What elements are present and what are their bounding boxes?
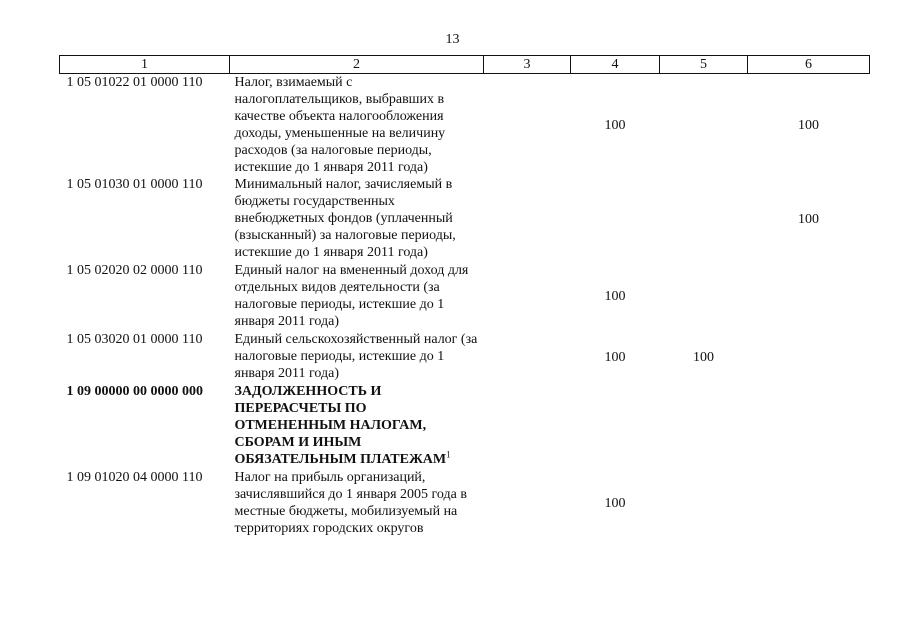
table-row xyxy=(60,331,870,383)
row-value-col6: 100 xyxy=(798,117,819,133)
row-value-col6 xyxy=(748,331,870,383)
page-number: 13 xyxy=(445,32,460,47)
row-code: 1 05 01022 01 0000 110 xyxy=(66,75,203,90)
row-value-col3 xyxy=(484,176,571,262)
column-header-3: 3 xyxy=(484,56,571,74)
table-row xyxy=(60,262,870,331)
table-row xyxy=(60,176,870,262)
row-value-col4: 100 xyxy=(604,289,626,304)
row-value-col5 xyxy=(660,383,748,469)
row-value-col5 xyxy=(660,262,748,331)
row-value-col4 xyxy=(571,383,660,469)
row-value-col3 xyxy=(484,74,571,177)
row-name: Единый сельскохозяйственный налог (за налоговые периоды, истекшие до 1 января 2011 года) xyxy=(234,332,478,381)
row-name: Минимальный налог, зачисляемый в бюджеты государственных внебюджетных фондов (уплаченный (взысканный) за налоговые периоды, истекшие до 1 января 2011 года) xyxy=(234,177,456,260)
row-value-col6 xyxy=(748,383,870,469)
row-value-col4: 100 xyxy=(604,349,626,365)
row-value-col5 xyxy=(660,469,748,538)
row-value-col6: 100 xyxy=(798,211,819,227)
row-name xyxy=(230,383,484,469)
row-code: 1 05 02020 02 0000 110 xyxy=(66,263,203,278)
row-name: Единый налог на вмененный доход для отдельных видов деятельности (за налоговые периоды, истекшие до 1 января 2011 года) xyxy=(234,263,469,329)
row-value-col6 xyxy=(748,469,870,538)
table-row xyxy=(60,74,870,177)
table-row xyxy=(60,469,870,538)
row-code: 1 09 00000 00 0000 000 xyxy=(66,384,203,399)
row-value-col4: 100 xyxy=(604,496,626,511)
row-name: Налог на прибыль организаций, зачислявшийся до 1 января 2005 года в местные бюджеты, мобилизуемый на территориях городских округов xyxy=(234,470,467,536)
row-value-col3 xyxy=(484,383,571,469)
row-code: 1 05 03020 01 0000 110 xyxy=(66,332,203,347)
column-header-4: 4 xyxy=(571,56,660,74)
column-number-header-row xyxy=(60,56,870,74)
row-value-col4 xyxy=(571,176,660,262)
column-header-2: 2 xyxy=(230,56,484,74)
row-value-col5 xyxy=(660,176,748,262)
section-heading-text: ЗАДОЛЖЕННОСТЬ И ПЕРЕРАСЧЕТЫ ПО ОТМЕНЕННЫМ НАЛОГАМ, СБОРАМ И ИНЫМ ОБЯЗАТЕЛЬНЫМ ПЛАТЕЖАМ xyxy=(234,384,447,467)
row-code: 1 05 01030 01 0000 110 xyxy=(66,177,203,192)
row-name: Налог, взимаемый с налогоплательщиков, выбравших в качестве объекта налогообложения доходы, уменьшенные на величину расходов (за налоговые периоды, истекшие до 1 января 2011 года) xyxy=(234,75,446,175)
row-value-col3 xyxy=(484,469,571,538)
column-header-1: 1 xyxy=(60,56,230,74)
column-header-5: 5 xyxy=(660,56,748,74)
revenue-classification-table xyxy=(59,55,870,538)
row-value-col5: 100 xyxy=(693,349,714,365)
table-row-section-heading xyxy=(60,383,870,469)
row-value-col3 xyxy=(484,262,571,331)
row-code: 1 09 01020 04 0000 110 xyxy=(66,470,203,485)
row-value-col5 xyxy=(660,74,748,177)
row-value-col4: 100 xyxy=(604,117,626,133)
row-value-col3 xyxy=(484,331,571,383)
row-value-col6 xyxy=(748,262,870,331)
footnote-marker: 1 xyxy=(446,449,451,460)
column-header-6: 6 xyxy=(748,56,870,74)
